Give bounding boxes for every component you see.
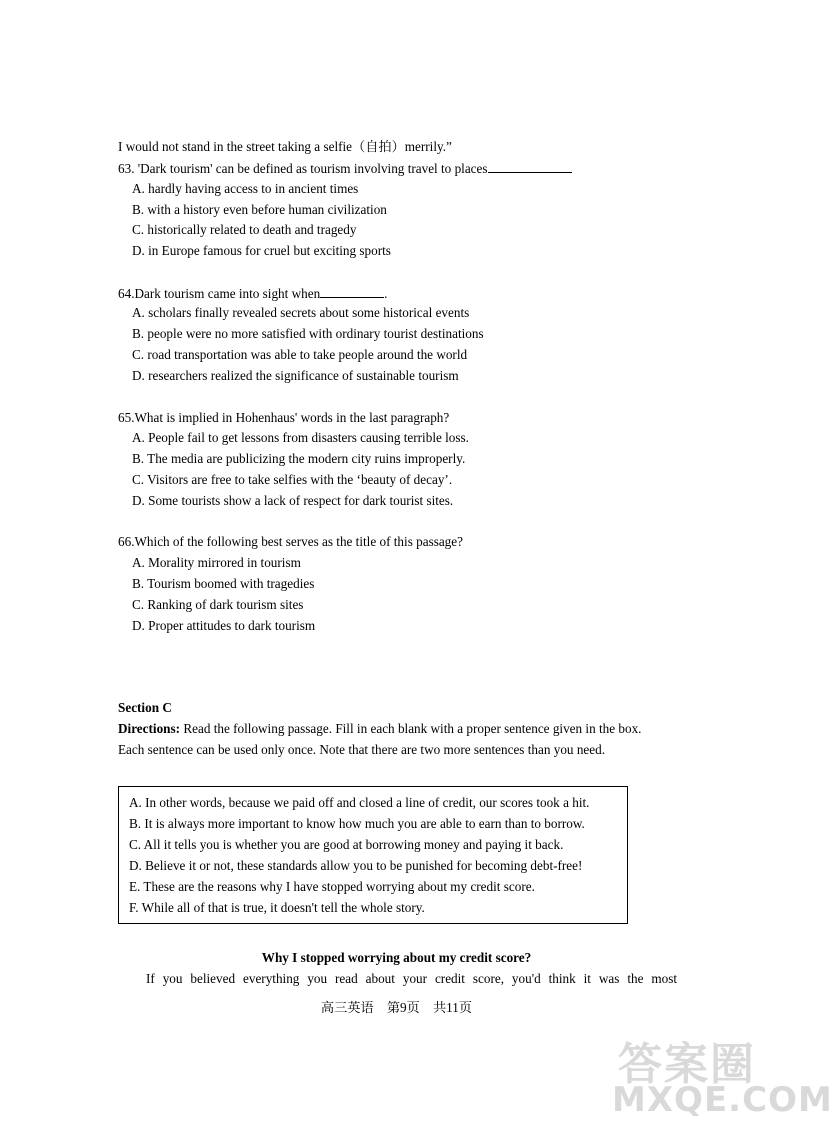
page-footer: 高三英语 第9页 共11页 (320, 1000, 473, 1015)
passage-first-line: If you believed everything you read about your credit score, you'd think it was the most (146, 971, 677, 986)
question-64-text-end: . (384, 286, 388, 301)
question-64-option-b: B. people were no more satisfied with ordinary tourist destinations (132, 326, 484, 341)
question-63-text: 63. 'Dark tourism' can be defined as tourism involving travel to places (118, 161, 488, 176)
question-65-stem: 65.What is implied in Hohenhaus' words in the last paragraph? (118, 410, 450, 425)
section-c-directions (118, 721, 641, 737)
box-option-e: E. These are the reasons why I have stopped worrying about my credit score. (129, 879, 535, 894)
question-63-option-b: B. with a history even before human civilization (132, 202, 387, 217)
question-64-text: 64.Dark tourism came into sight when (118, 286, 321, 301)
watermark-bottom-text: MXQE.COM (612, 1080, 833, 1120)
directions-text-line2: Each sentence can be used only once. Note that there are two more sentences than you need. (118, 742, 606, 757)
question-66-stem: 66.Which of the following best serves as the title of this passage? (118, 534, 463, 549)
box-option-b: B. It is always more important to know how much you are able to earn than to borrow. (129, 816, 585, 831)
directions-text-line1: Read the following passage. Fill in each blank with a proper sentence given in the box. (180, 721, 642, 736)
question-66-option-c: C. Ranking of dark tourism sites (132, 597, 304, 612)
box-option-f: F. While all of that is true, it doesn't tell the whole story. (129, 900, 425, 915)
passage-title: Why I stopped worrying about my credit score? (261, 950, 532, 965)
sentence-options-box (118, 786, 628, 924)
question-65-option-d: D. Some tourists show a lack of respect for dark tourist sites. (132, 493, 454, 508)
question-63-option-d: D. in Europe famous for cruel but exciting sports (132, 243, 391, 258)
question-64-stem (118, 285, 387, 302)
question-66-option-d: D. Proper attitudes to dark tourism (132, 618, 316, 633)
question-63-stem (118, 160, 572, 177)
directions-label: Directions: (118, 721, 181, 736)
question-64-option-d: D. researchers realized the significance of sustainable tourism (132, 368, 459, 383)
question-66-option-a: A. Morality mirrored in tourism (132, 555, 301, 570)
answer-blank-64 (320, 285, 384, 298)
question-65-option-c: C. Visitors are free to take selfies with the ‘beauty of decay’. (132, 472, 453, 487)
box-option-d: D. Believe it or not, these standards allow you to be punished for becoming debt-free! (129, 858, 583, 873)
box-option-a: A. In other words, because we paid off and closed a line of credit, our scores took a hit. (129, 795, 590, 810)
section-c-heading: Section C (118, 700, 172, 715)
question-64-option-c: C. road transportation was able to take people around the world (132, 347, 468, 362)
watermark-logo (612, 1028, 833, 1120)
question-65-option-b: B. The media are publicizing the modern city ruins improperly. (132, 451, 466, 466)
answer-blank-63 (488, 160, 572, 173)
question-63-option-c: C. historically related to death and tragedy (132, 222, 357, 237)
watermark-top-text: 答案圈 (618, 1039, 756, 1090)
question-64-option-a: A. scholars finally revealed secrets about some historical events (132, 305, 470, 320)
box-option-c: C. All it tells you is whether you are good at borrowing money and paying it back. (129, 837, 564, 852)
question-63-option-a: A. hardly having access to in ancient times (132, 181, 359, 196)
intro-line: I would not stand in the street taking a selfie（自拍）merrily.” (118, 139, 452, 154)
question-65-option-a: A. People fail to get lessons from disasters causing terrible loss. (132, 430, 469, 445)
question-66-option-b: B. Tourism boomed with tragedies (132, 576, 315, 591)
